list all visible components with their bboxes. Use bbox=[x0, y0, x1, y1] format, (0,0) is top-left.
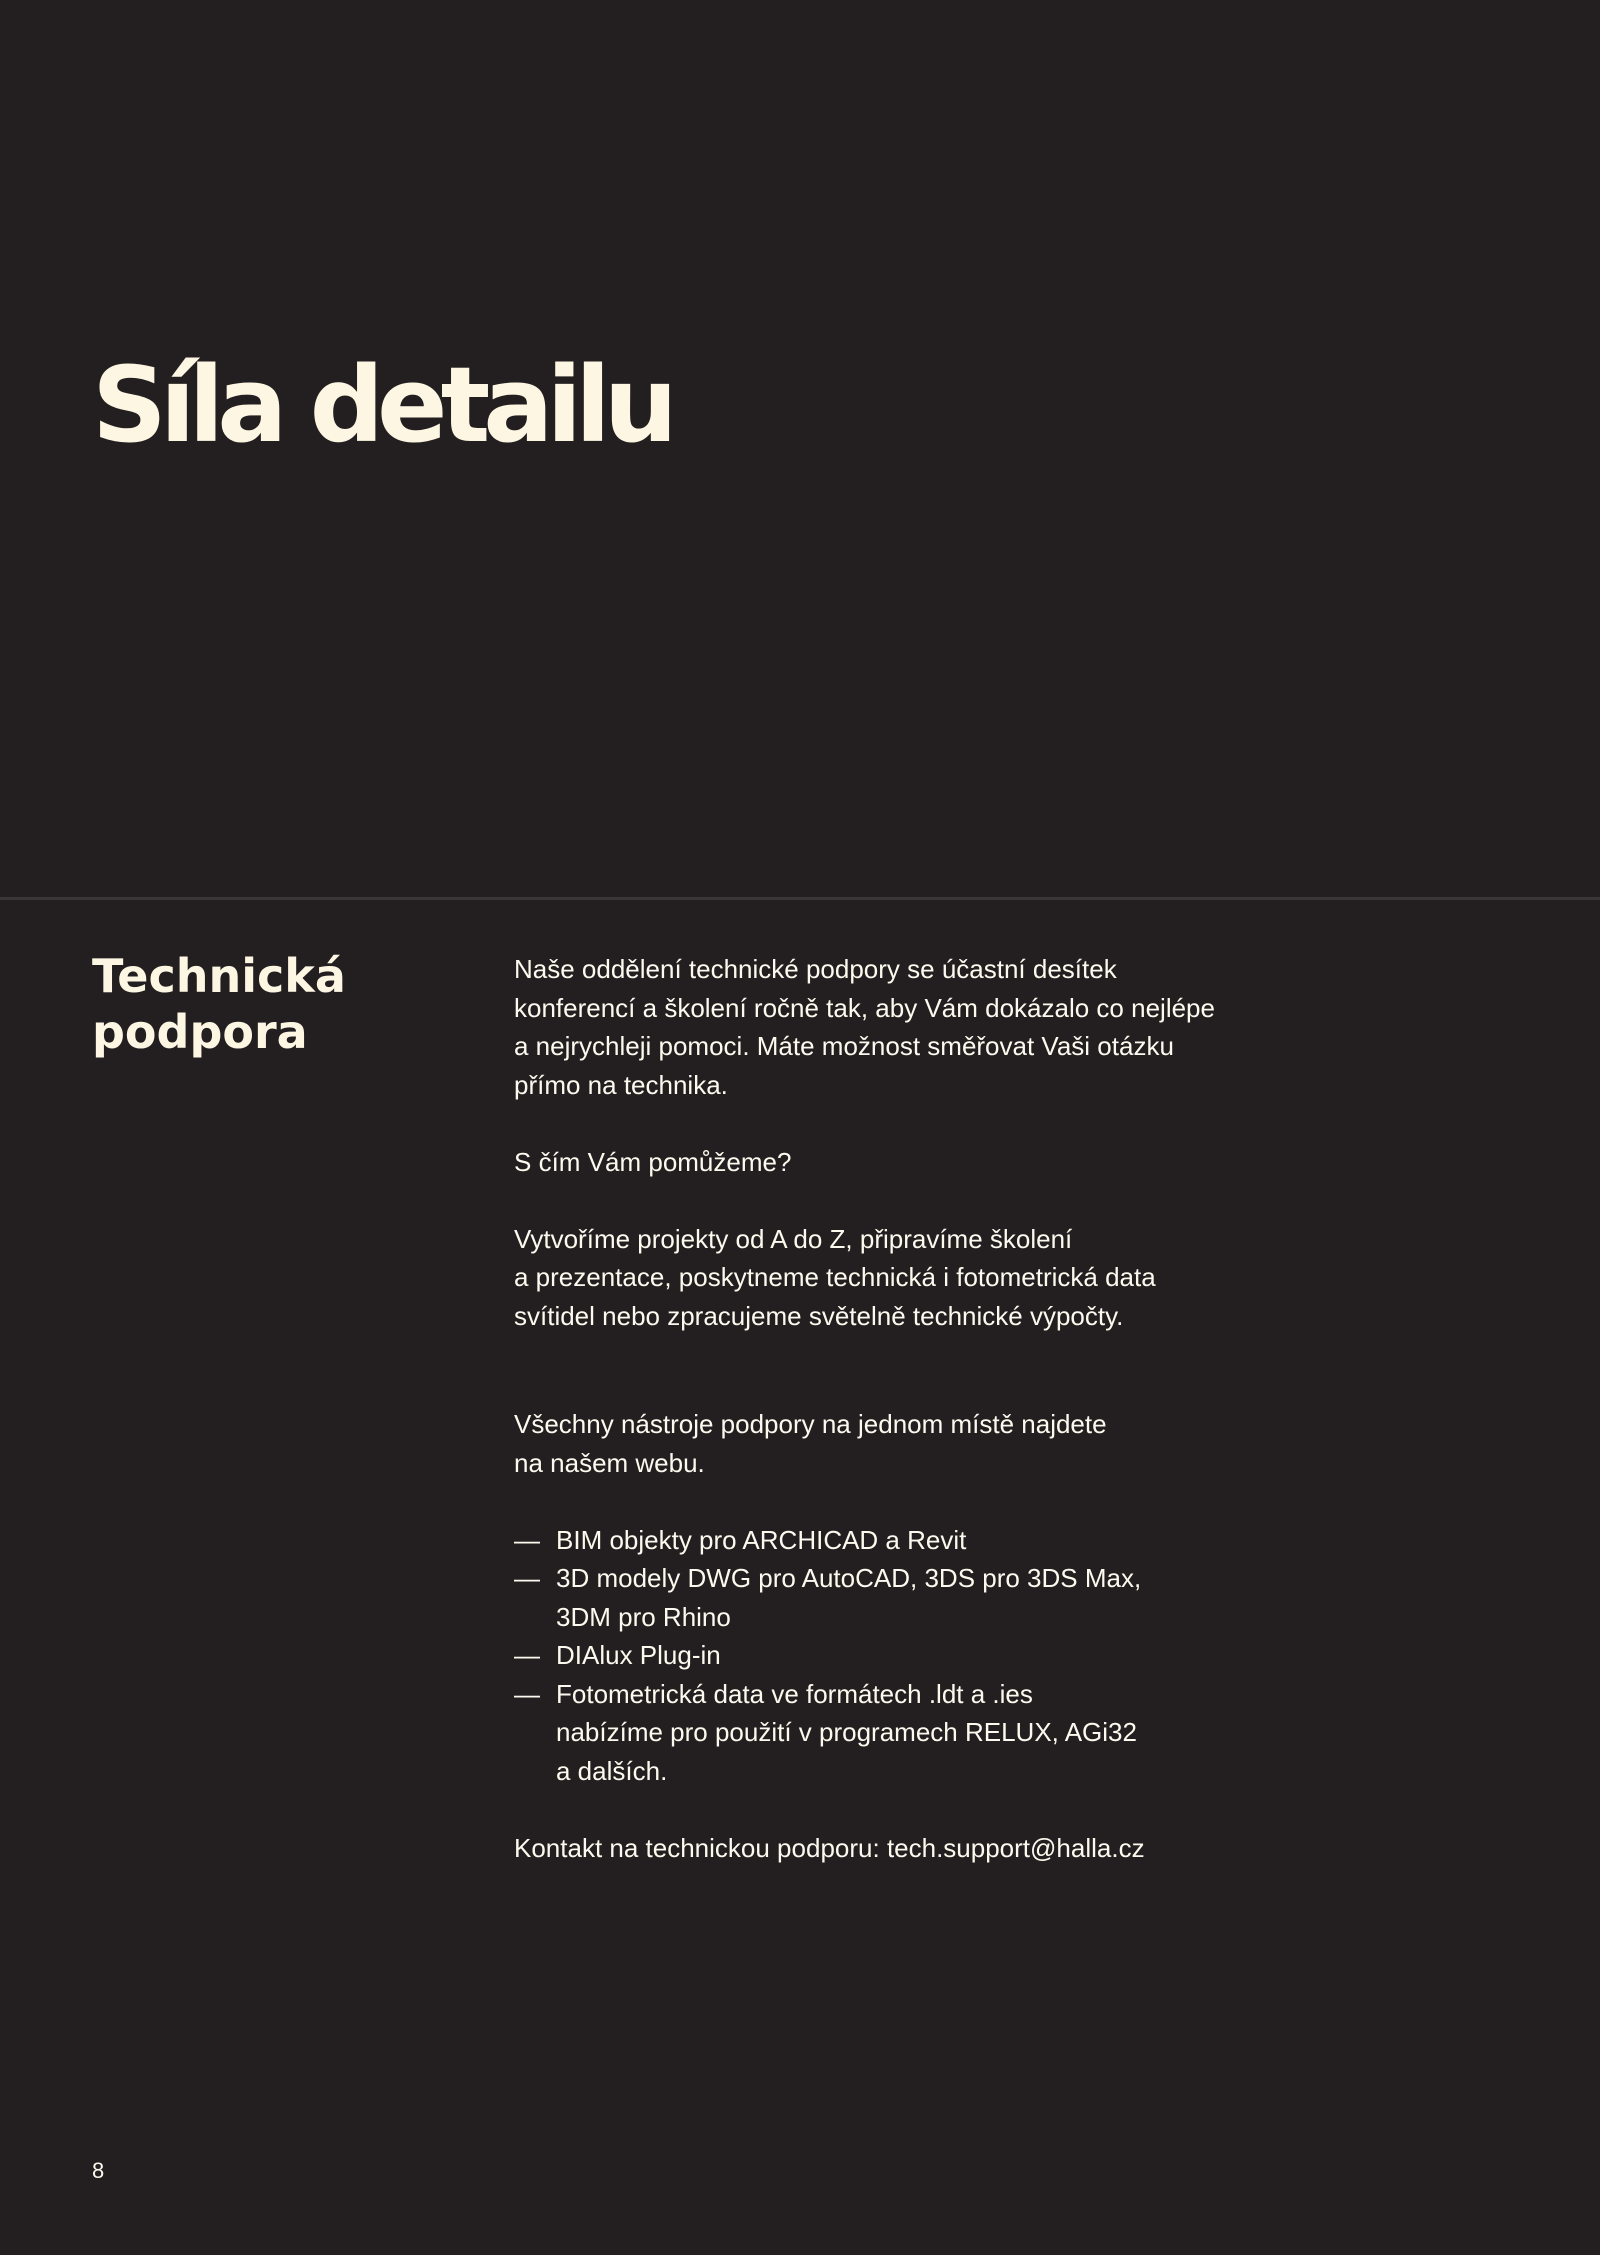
contact-email-link[interactable]: tech.support@halla.cz bbox=[886, 1832, 1145, 1863]
spacer bbox=[514, 1335, 1274, 1405]
list-item-line: BIM objekty pro ARCHICAD a Revit bbox=[556, 1524, 967, 1555]
section-heading-line: Technická bbox=[92, 949, 346, 1003]
services-paragraph bbox=[514, 1220, 1274, 1336]
spacer bbox=[514, 1482, 1274, 1521]
list-item-line: Fotometrická data ve formátech .ldt a .ies bbox=[556, 1678, 1033, 1709]
list-item-line: a dalších. bbox=[556, 1755, 668, 1786]
list-item bbox=[514, 1675, 1274, 1791]
section-divider bbox=[0, 897, 1600, 900]
list-item bbox=[514, 1521, 1274, 1560]
tools-line: Všechny nástroje podpory na jednom místě najdete bbox=[514, 1409, 1107, 1439]
contact-paragraph bbox=[514, 1829, 1274, 1868]
bullet-dash: — bbox=[514, 1640, 540, 1670]
section-heading bbox=[92, 948, 346, 1060]
intro-line: Naše oddělení technické podpory se účastní desítek bbox=[514, 954, 1117, 984]
intro-line: konferencí a školení ročně tak, aby Vám dokázalo co nejlépe bbox=[514, 992, 1215, 1023]
services-line: svítidel nebo zpracujeme světelně technické výpočty. bbox=[514, 1300, 1124, 1331]
page-number: 8 bbox=[92, 2158, 105, 2183]
list-item-line: 3DM pro Rhino bbox=[556, 1601, 731, 1632]
services-line: a prezentace, poskytneme technická i fotometrická data bbox=[514, 1262, 1156, 1292]
bullet-dash: — bbox=[514, 1678, 540, 1709]
list-item-line: nabízíme pro použití v programech RELUX, AGi32 bbox=[556, 1717, 1137, 1747]
list-item-line: DIAlux Plug-in bbox=[556, 1640, 721, 1670]
tools-paragraph bbox=[514, 1405, 1274, 1482]
list-item bbox=[514, 1559, 1274, 1636]
contact-label: Kontakt na technickou podporu: bbox=[514, 1832, 880, 1863]
bullet-dash: — bbox=[514, 1524, 540, 1555]
list-item-line: 3D modely DWG pro AutoCAD, 3DS pro 3DS Max, bbox=[556, 1563, 1142, 1593]
spacer bbox=[514, 1181, 1274, 1220]
question-line: S čím Vám pomůžeme? bbox=[514, 1146, 792, 1177]
spacer bbox=[514, 1790, 1274, 1829]
section-body bbox=[514, 950, 1274, 1867]
intro-line: a nejrychleji pomoci. Máte možnost směřovat Vaši otázku bbox=[514, 1031, 1174, 1061]
tools-line: na našem webu. bbox=[514, 1447, 705, 1478]
page-title: Síla detailu bbox=[92, 344, 671, 466]
spacer bbox=[514, 1104, 1274, 1143]
bullet-dash: — bbox=[514, 1563, 540, 1593]
intro-line: přímo na technika. bbox=[514, 1069, 728, 1100]
list-item bbox=[514, 1636, 1274, 1675]
question-paragraph bbox=[514, 1143, 1274, 1182]
intro-paragraph bbox=[514, 950, 1274, 1104]
contact-line bbox=[514, 1829, 1274, 1868]
tools-list bbox=[514, 1521, 1274, 1791]
services-line: Vytvoříme projekty od A do Z, připravíme školení bbox=[514, 1223, 1073, 1254]
section-heading-line: podpora bbox=[92, 1005, 308, 1059]
